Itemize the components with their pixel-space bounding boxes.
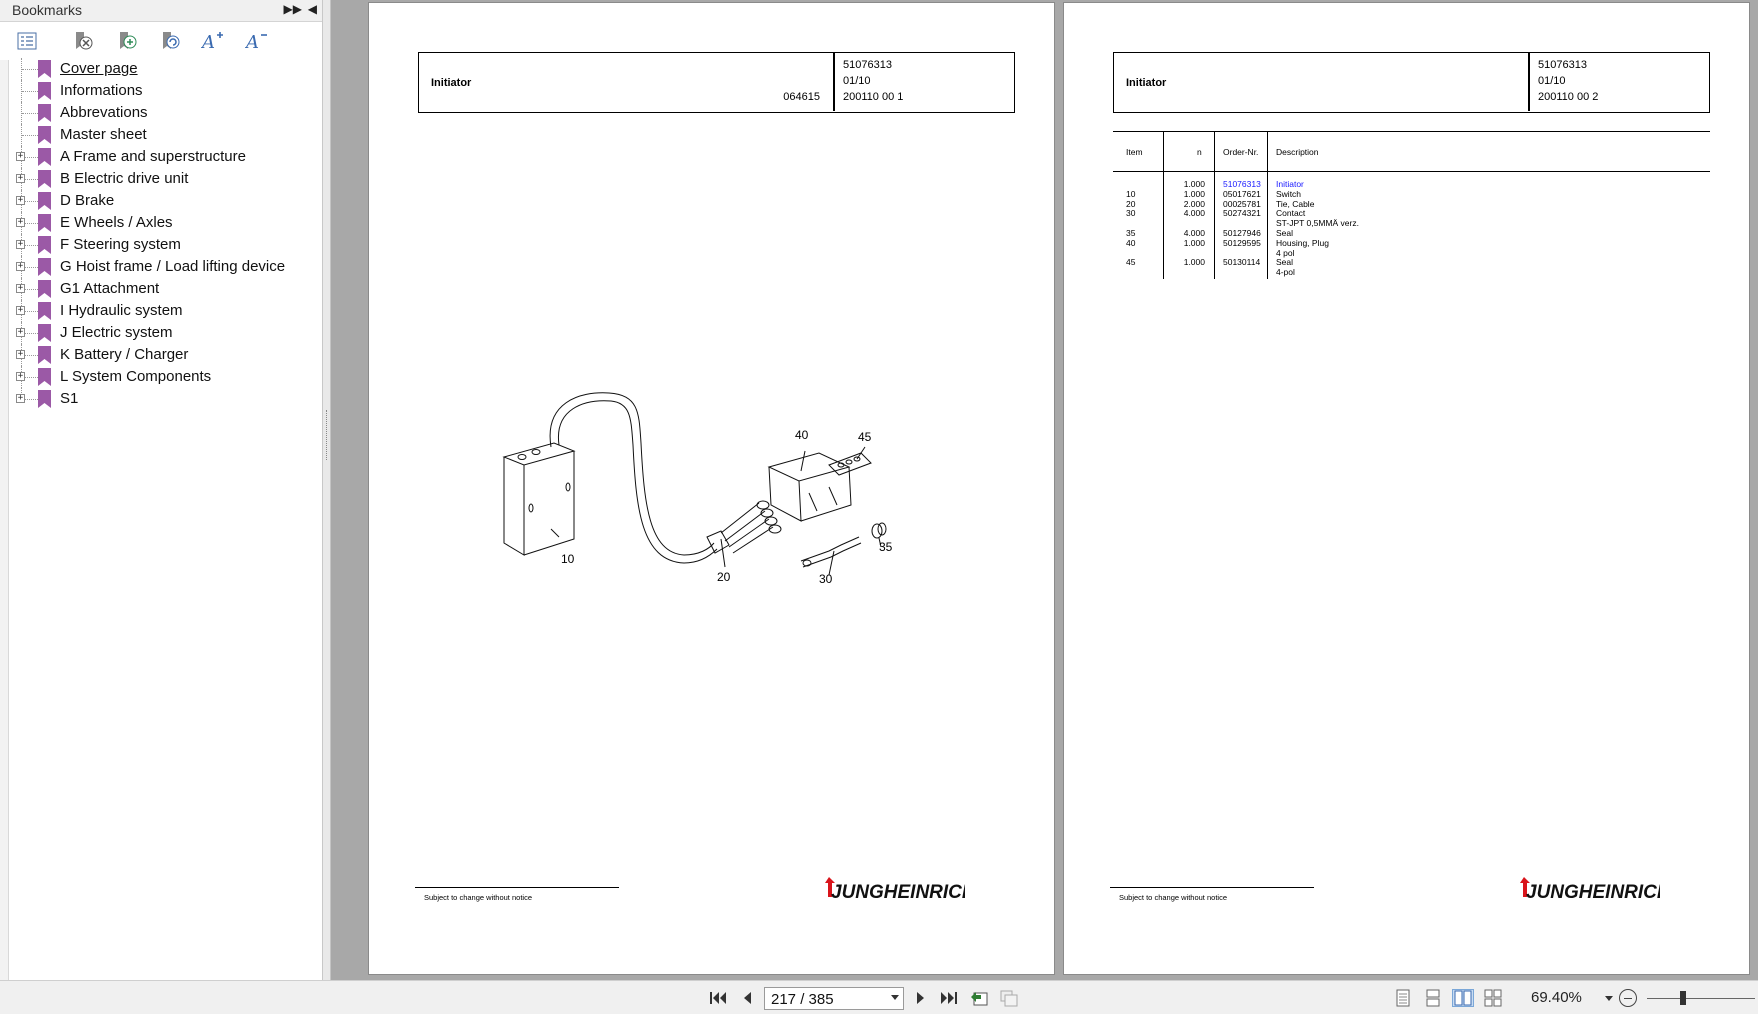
cell-qty: 1.000 xyxy=(1183,237,1205,248)
bookmark-item[interactable] xyxy=(14,366,314,388)
expand-toggle-icon[interactable]: + xyxy=(17,173,24,183)
sheet-code: 200110 00 2 xyxy=(1538,91,1599,103)
cell-desc: Contact xyxy=(1276,208,1306,219)
delete-bookmark-icon[interactable] xyxy=(70,29,96,53)
bookmarks-title: Bookmarks xyxy=(12,2,83,18)
bookmark-icon xyxy=(38,104,51,122)
footer-note: Subject to change without notice xyxy=(424,893,532,902)
expand-toggle-icon[interactable]: + xyxy=(17,283,24,293)
table-row xyxy=(1113,199,1710,209)
bookmark-item[interactable] xyxy=(14,344,314,366)
cell-desc: Seal xyxy=(1276,257,1294,268)
cell-qty: 4.000 xyxy=(1183,228,1205,238)
cell-order: 00025781 xyxy=(1223,198,1261,209)
cell-order: 05017621 xyxy=(1223,188,1261,199)
bookmark-icon xyxy=(38,214,51,232)
expand-toggle-icon[interactable]: + xyxy=(17,261,24,271)
expand-toggle-icon[interactable]: + xyxy=(17,151,24,161)
table-row xyxy=(1113,257,1710,267)
bookmark-label: B Electric drive unit xyxy=(60,170,189,187)
bookmark-item[interactable] xyxy=(14,388,314,410)
document-page-left xyxy=(368,2,1055,975)
last-page-icon[interactable] xyxy=(938,989,960,1007)
cell-order: 50129595 xyxy=(1223,237,1261,248)
cell-desc: 4 pol xyxy=(1276,247,1295,258)
col-header-desc: Description xyxy=(1276,147,1319,157)
cell-desc: 4-pol xyxy=(1276,267,1295,278)
bookmark-icon xyxy=(38,192,51,210)
bookmark-label: F Steering system xyxy=(60,236,181,253)
expand-toggle-icon[interactable]: + xyxy=(17,327,24,337)
cell-order: 50274321 xyxy=(1223,208,1261,219)
bookmark-tree xyxy=(14,58,314,410)
revision-date: 01/10 xyxy=(843,75,871,87)
cell-qty: 2.000 xyxy=(1183,198,1205,209)
panel-gutter xyxy=(0,60,9,980)
zoom-dropdown-icon[interactable] xyxy=(1605,996,1613,1001)
callout-10: 10 xyxy=(561,552,575,566)
svg-text:JUNGHEINRICH: JUNGHEINRICH xyxy=(831,882,965,901)
table-row xyxy=(1113,218,1710,228)
bookmark-options-icon[interactable] xyxy=(14,29,40,53)
bookmark-item[interactable] xyxy=(14,102,314,124)
expand-toggle-icon[interactable]: + xyxy=(17,239,24,249)
jungheinrich-logo xyxy=(1520,875,1660,906)
page-title: Initiator xyxy=(431,77,472,89)
single-page-view-icon[interactable] xyxy=(1392,989,1414,1007)
expand-toggle-icon[interactable]: + xyxy=(17,349,24,359)
cell-order: 50130114 xyxy=(1223,257,1261,268)
document-page-right xyxy=(1063,2,1750,975)
cell-item: 45 xyxy=(1126,257,1136,268)
cell-item: 35 xyxy=(1126,228,1136,238)
bookmark-icon xyxy=(38,126,51,144)
bookmark-icon xyxy=(38,390,51,408)
expand-toggle-icon[interactable]: + xyxy=(17,371,24,381)
bookmark-item[interactable] xyxy=(14,212,314,234)
bookmark-item[interactable] xyxy=(14,300,314,322)
table-row xyxy=(1113,228,1710,238)
expand-toggle-icon[interactable]: + xyxy=(17,305,24,315)
panel-splitter[interactable] xyxy=(323,0,331,980)
drawing-number: 064615 xyxy=(783,91,820,103)
zoom-level[interactable]: 69.40% xyxy=(1531,989,1582,1006)
jungheinrich-logo xyxy=(825,875,965,906)
callout-30: 30 xyxy=(819,572,833,586)
cell-desc: ST-JPT 0,5MMÄ verz. xyxy=(1276,218,1359,229)
two-page-continuous-view-icon[interactable] xyxy=(1482,989,1504,1007)
cell-desc[interactable]: Initiator xyxy=(1276,179,1304,189)
cell-desc: Seal xyxy=(1276,228,1294,238)
bookmark-icon xyxy=(38,170,51,188)
bookmark-icon xyxy=(38,82,51,100)
bookmark-item[interactable] xyxy=(14,256,314,278)
bookmark-item[interactable] xyxy=(14,168,314,190)
add-bookmark-icon[interactable] xyxy=(114,29,140,53)
page-header-box xyxy=(418,52,1015,113)
bookmark-item[interactable] xyxy=(14,234,314,256)
bookmark-label: D Brake xyxy=(60,192,115,209)
table-row xyxy=(1113,248,1710,258)
svg-text:A: A xyxy=(202,32,215,52)
bookmark-label: E Wheels / Axles xyxy=(60,214,173,231)
bookmark-properties-icon[interactable] xyxy=(157,29,183,53)
bookmark-item[interactable] xyxy=(14,278,314,300)
bookmark-icon xyxy=(38,346,51,364)
cell-qty: 1.000 xyxy=(1183,179,1205,189)
expand-panel-icon[interactable]: ▶▶ xyxy=(283,2,302,16)
zoom-slider-thumb[interactable] xyxy=(1680,991,1686,1005)
bookmark-icon xyxy=(38,236,51,254)
sheet-code: 200110 00 1 xyxy=(843,91,904,103)
expand-toggle-icon[interactable]: + xyxy=(17,217,24,227)
cell-item: 40 xyxy=(1126,237,1136,248)
bookmark-item[interactable] xyxy=(14,322,314,344)
bookmark-label: S1 xyxy=(60,390,79,407)
table-row xyxy=(1113,208,1710,218)
bookmark-label: G Hoist frame / Load lifting device xyxy=(60,258,286,275)
zoom-slider-track[interactable] xyxy=(1647,998,1755,999)
bookmark-item[interactable] xyxy=(14,80,314,102)
bookmark-label: G1 Attachment xyxy=(60,280,160,297)
bookmark-label: K Battery / Charger xyxy=(60,346,189,363)
part-number: 51076313 xyxy=(1538,59,1587,71)
bookmarks-header xyxy=(0,0,322,22)
cell-item: 20 xyxy=(1126,198,1136,209)
callout-45: 45 xyxy=(858,430,872,444)
cell-qty: 4.000 xyxy=(1183,208,1205,219)
cell-desc: Housing, Plug xyxy=(1276,237,1329,248)
cell-order[interactable]: 51076313 xyxy=(1223,179,1261,189)
table-row xyxy=(1113,267,1710,277)
cell-desc: Switch xyxy=(1276,188,1302,199)
previous-page-icon[interactable] xyxy=(736,989,758,1007)
bookmark-icon xyxy=(38,148,51,166)
bookmark-label: J Electric system xyxy=(60,324,173,341)
bookmark-label: L System Components xyxy=(60,368,212,385)
bookmark-label: Informations xyxy=(60,82,143,99)
continuous-view-icon[interactable] xyxy=(1422,989,1444,1007)
bookmark-item[interactable] xyxy=(14,146,314,168)
cell-qty: 1.000 xyxy=(1183,257,1205,268)
bookmark-icon xyxy=(38,258,51,276)
bookmark-label: A Frame and superstructure xyxy=(60,148,246,165)
cell-item: 10 xyxy=(1126,188,1136,199)
callout-35: 35 xyxy=(879,540,893,554)
revision-date: 01/10 xyxy=(1538,75,1566,87)
bookmark-label: I Hydraulic system xyxy=(60,302,183,319)
expand-toggle-icon[interactable]: + xyxy=(17,195,24,205)
bookmark-icon xyxy=(38,324,51,342)
bookmark-icon xyxy=(38,280,51,298)
bookmark-item[interactable] xyxy=(14,58,314,80)
zoom-out-icon[interactable] xyxy=(1619,989,1637,1007)
svg-text:JUNGHEINRICH: JUNGHEINRICH xyxy=(1526,882,1660,901)
cell-desc: Tie, Cable xyxy=(1276,198,1315,209)
cell-item: 30 xyxy=(1126,208,1136,219)
table-row xyxy=(1113,238,1710,248)
bookmark-label: Master sheet xyxy=(60,126,147,143)
cell-order: 50127946 xyxy=(1223,228,1261,238)
callout-20: 20 xyxy=(717,570,731,584)
two-page-view-icon[interactable] xyxy=(1452,989,1474,1007)
bookmark-icon xyxy=(38,302,51,320)
next-view-icon[interactable] xyxy=(998,989,1020,1007)
cell-qty: 1.000 xyxy=(1183,188,1205,199)
reduce-text-icon[interactable] xyxy=(244,29,270,53)
bookmark-label: Cover page xyxy=(60,60,138,77)
bookmark-item[interactable] xyxy=(14,190,314,212)
bookmark-item[interactable] xyxy=(14,124,314,146)
col-header-item: Item xyxy=(1126,147,1143,157)
enlarge-text-icon[interactable] xyxy=(200,29,226,53)
first-page-icon[interactable] xyxy=(707,989,729,1007)
bookmarks-toolbar xyxy=(0,22,322,58)
table-row xyxy=(1113,179,1710,189)
exploded-parts-drawing xyxy=(489,383,929,603)
page-header-box xyxy=(1113,52,1710,113)
part-number: 51076313 xyxy=(843,59,892,71)
svg-text:A: A xyxy=(246,32,259,52)
footer-note: Subject to change without notice xyxy=(1119,893,1227,902)
callout-40: 40 xyxy=(795,428,809,442)
bookmark-icon xyxy=(38,368,51,386)
bookmark-icon xyxy=(38,60,51,78)
expand-toggle-icon[interactable]: + xyxy=(17,393,24,403)
previous-view-icon[interactable] xyxy=(968,989,990,1007)
navigation-statusbar xyxy=(0,980,1758,1014)
chevron-down-icon[interactable] xyxy=(891,995,899,1000)
collapse-panel-icon[interactable]: ◀ xyxy=(307,2,317,16)
bookmark-label: Abbrevations xyxy=(60,104,148,121)
col-header-qty: n xyxy=(1197,147,1202,157)
page-number-field[interactable]: 217 / 385 xyxy=(764,987,904,1010)
page-title: Initiator xyxy=(1126,77,1167,89)
table-row xyxy=(1113,189,1710,199)
next-page-icon[interactable] xyxy=(910,989,932,1007)
col-header-order: Order-Nr. xyxy=(1223,147,1259,157)
bookmarks-panel xyxy=(0,0,323,980)
